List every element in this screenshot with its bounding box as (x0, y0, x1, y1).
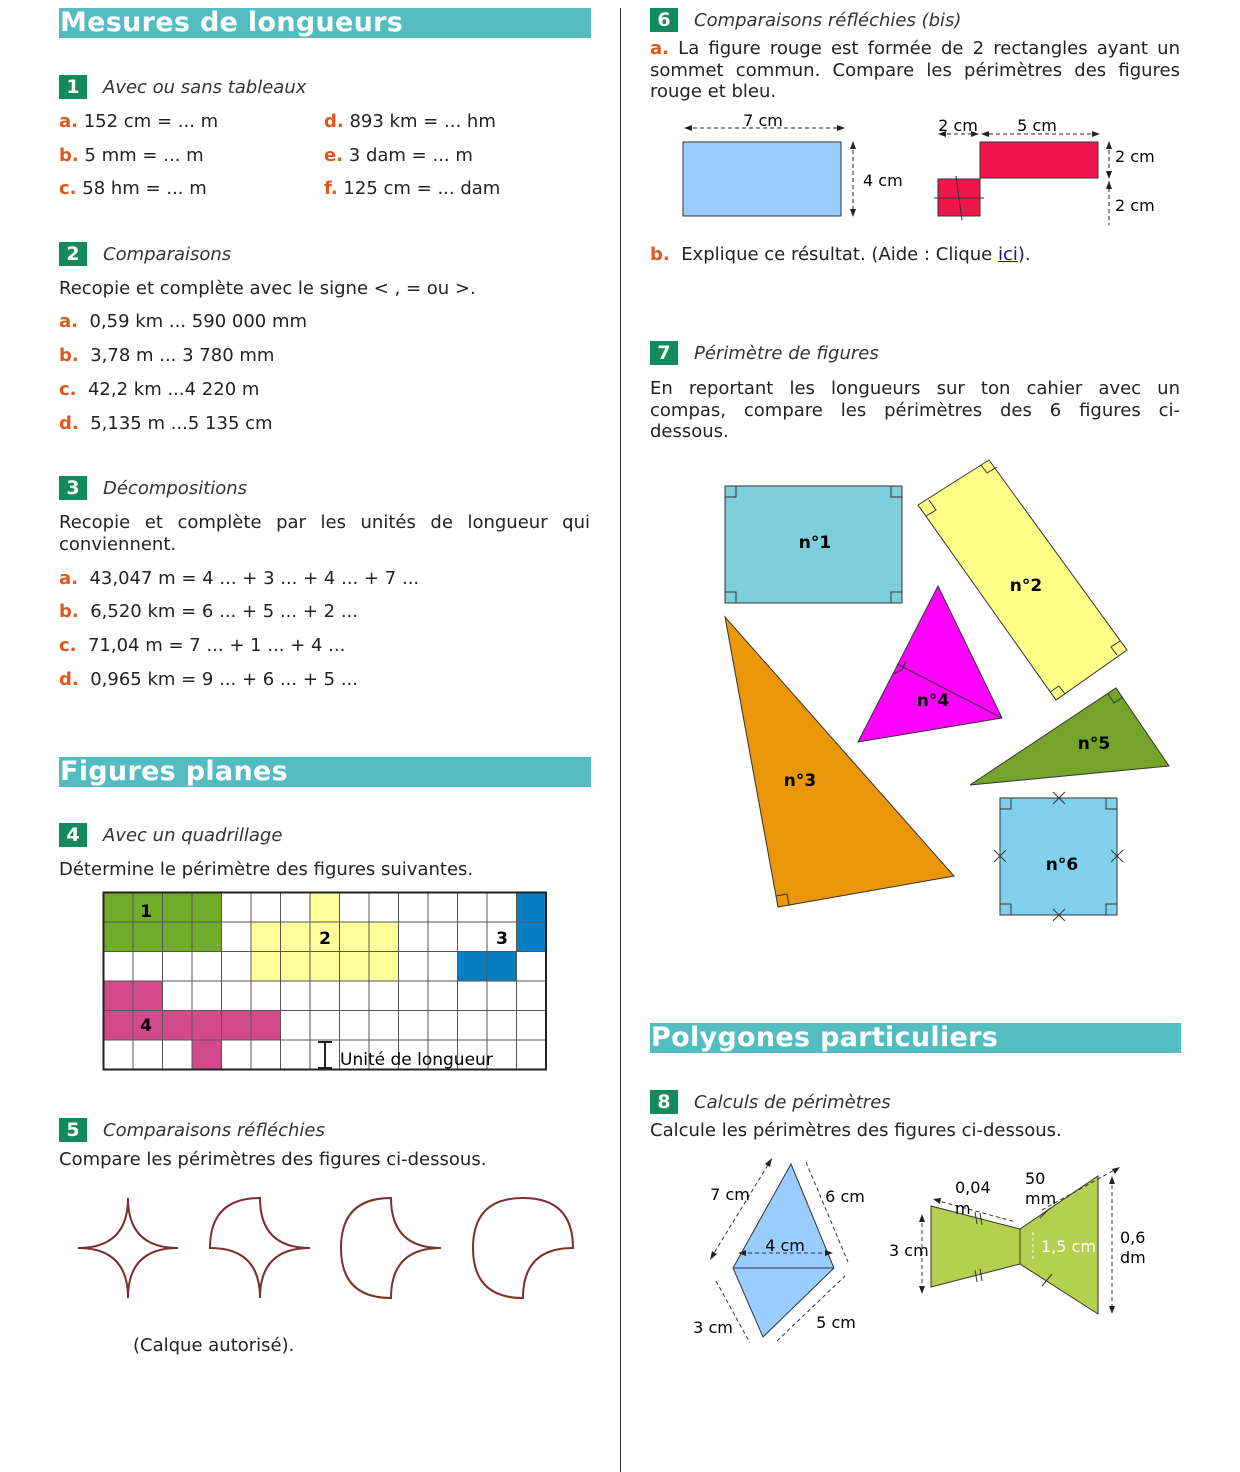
ex8-intro: Calcule les périmètres des figures ci-dessous. (650, 1120, 1062, 1141)
exercise-title-8: Calculs de périmètres (694, 1092, 891, 1113)
kite-figure (693, 1158, 865, 1343)
ex8-figures (680, 1155, 1170, 1350)
curved-figure-3 (341, 1198, 441, 1298)
ex3-item-d: d. 0,965 km = 9 ... + 6 ... + 5 ... (59, 669, 358, 690)
ex1-item-b: b. 5 mm = ... m (59, 145, 204, 166)
figure-label-n3: n°3 (783, 771, 817, 791)
exercise-number-6: 6 (650, 8, 678, 32)
bowtie-left-side-unit: m (955, 1199, 971, 1218)
grid-label-4: 4 (140, 1016, 152, 1036)
section-title-polygones: Polygones particuliers (650, 1023, 1181, 1053)
section-title-mesures: Mesures de longueurs (59, 8, 591, 38)
ex3-item-c: c. 71,04 m = 7 ... + 1 ... + 4 ... (59, 635, 346, 656)
ex3-item-a: a. 43,047 m = 4 ... + 3 ... + 4 ... + 7 ... (59, 568, 420, 589)
blue-rectangle (683, 142, 841, 216)
kite-top-right-label: 6 cm (825, 1187, 865, 1206)
exercise-title-3: Décompositions (103, 478, 248, 499)
ex1-item-a: a. 152 cm = ... m (59, 111, 219, 132)
figure-label-n4: n°4 (916, 691, 950, 711)
bowtie-top-right-unit: mm (1025, 1189, 1057, 1208)
figure-n1 (725, 486, 902, 603)
exercise-title-4: Avec un quadrillage (103, 825, 283, 846)
exercise-number-2: 2 (59, 242, 87, 266)
ex1-item-c: c. 58 hm = ... m (59, 178, 207, 199)
curved-figure-2 (210, 1198, 310, 1298)
bowtie-figure (889, 1167, 1146, 1314)
ex3-intro: Recopie et complète par les unités de longueur qui conviennent. (59, 512, 590, 555)
ex5-intro: Compare les périmètres des figures ci-dessous. (59, 1149, 487, 1170)
ex5-note: (Calque autorisé). (133, 1335, 295, 1356)
exercise-title-5: Comparaisons réfléchies (103, 1120, 325, 1141)
ex6-figures (670, 108, 1170, 232)
grid-figure (100, 890, 550, 1074)
kite-bottom-left-label: 3 cm (693, 1318, 733, 1337)
grid-label-1: 1 (140, 902, 152, 922)
unit-marker-icon (318, 1042, 332, 1068)
curved-figure-4 (473, 1198, 573, 1298)
bowtie-left-side-value: 0,04 (955, 1178, 991, 1197)
figure-n5 (970, 688, 1169, 785)
ex2-item-c: c. 42,2 km ...4 220 m (59, 379, 260, 400)
help-link[interactable]: ici (997, 244, 1018, 265)
section-title-figures-planes: Figures planes (59, 757, 591, 787)
exercise-title-7: Périmètre de figures (694, 343, 879, 364)
red-long-label: 5 cm (1017, 116, 1057, 135)
ex1-item-d: d. 893 km = ... hm (324, 111, 496, 132)
red-small-label: 2 cm (938, 116, 978, 135)
bowtie-middle-label: 1,5 cm (1041, 1237, 1096, 1256)
kite-bottom-right-label: 5 cm (816, 1313, 856, 1332)
exercise-number-3: 3 (59, 476, 87, 500)
figure-label-n6: n°6 (1045, 855, 1079, 875)
ex2-item-a: a. 0,59 km ... 590 000 mm (59, 311, 308, 332)
blue-height-label: 4 cm (863, 171, 903, 190)
figure-n6 (994, 792, 1123, 921)
column-divider (620, 8, 621, 1472)
exercise-title-6: Comparaisons réfléchies (bis) (694, 10, 962, 31)
exercise-title-1: Avec ou sans tableaux (103, 77, 307, 98)
ex2-item-b: b. 3,78 m ... 3 780 mm (59, 345, 275, 366)
bowtie-right-height-unit: dm (1120, 1248, 1146, 1267)
exercise-number-5: 5 (59, 1118, 87, 1142)
exercise-number-1: 1 (59, 75, 87, 99)
ex2-intro: Recopie et complète avec le signe < , = ou >. (59, 278, 476, 299)
figure-n4 (858, 586, 1002, 742)
ex7-intro: En reportant les longueurs sur ton cahier avec un compas, compare les périmètres des 6 figures ci-dessous. (650, 378, 1180, 442)
grid-label-3: 3 (496, 929, 508, 949)
unit-label: Unité de longueur (340, 1050, 493, 1070)
ex1-item-f: f. 125 cm = ... dam (324, 178, 501, 199)
curved-figures (70, 1190, 590, 1310)
ex4-intro: Détermine le périmètre des figures suivantes. (59, 859, 474, 880)
red-h2-label: 2 cm (1115, 196, 1155, 215)
exercise-number-8: 8 (650, 1090, 678, 1114)
bowtie-top-right-value: 50 (1025, 1169, 1046, 1188)
ex6-question-b: b. Explique ce résultat. (Aide : Clique ici). (650, 244, 1031, 265)
red-h1-label: 2 cm (1115, 147, 1155, 166)
figure-label-n2: n°2 (1009, 576, 1043, 596)
ex2-item-d: d. 5,135 m ...5 135 cm (59, 413, 273, 434)
curved-figure-1 (78, 1198, 178, 1298)
blue-width-label: 7 cm (743, 111, 783, 130)
ex1-item-e: e. 3 dam = ... m (324, 145, 473, 166)
kite-top-left-label: 7 cm (710, 1185, 750, 1204)
ex6-question-a: a. La figure rouge est formée de 2 rectangles ayant un sommet commun. Compare les périmètres des figures rouge et bleu. (650, 38, 1180, 102)
exercise-title-2: Comparaisons (103, 244, 232, 265)
ex3-item-b: b. 6,520 km = 6 ... + 5 ... + 2 ... (59, 601, 358, 622)
bowtie-right-height-value: 0,6 (1120, 1228, 1146, 1247)
figure-label-n5: n°5 (1077, 734, 1111, 754)
grid-label-2: 2 (319, 929, 331, 949)
exercise-number-4: 4 (59, 823, 87, 847)
red-rectangle-large (980, 142, 1098, 178)
exercise-number-7: 7 (650, 341, 678, 365)
bowtie-left-height-label: 3 cm (889, 1241, 929, 1260)
figure-label-n1: n°1 (798, 533, 832, 553)
ex7-figures (700, 450, 1180, 930)
kite-middle-label: 4 cm (765, 1236, 805, 1255)
